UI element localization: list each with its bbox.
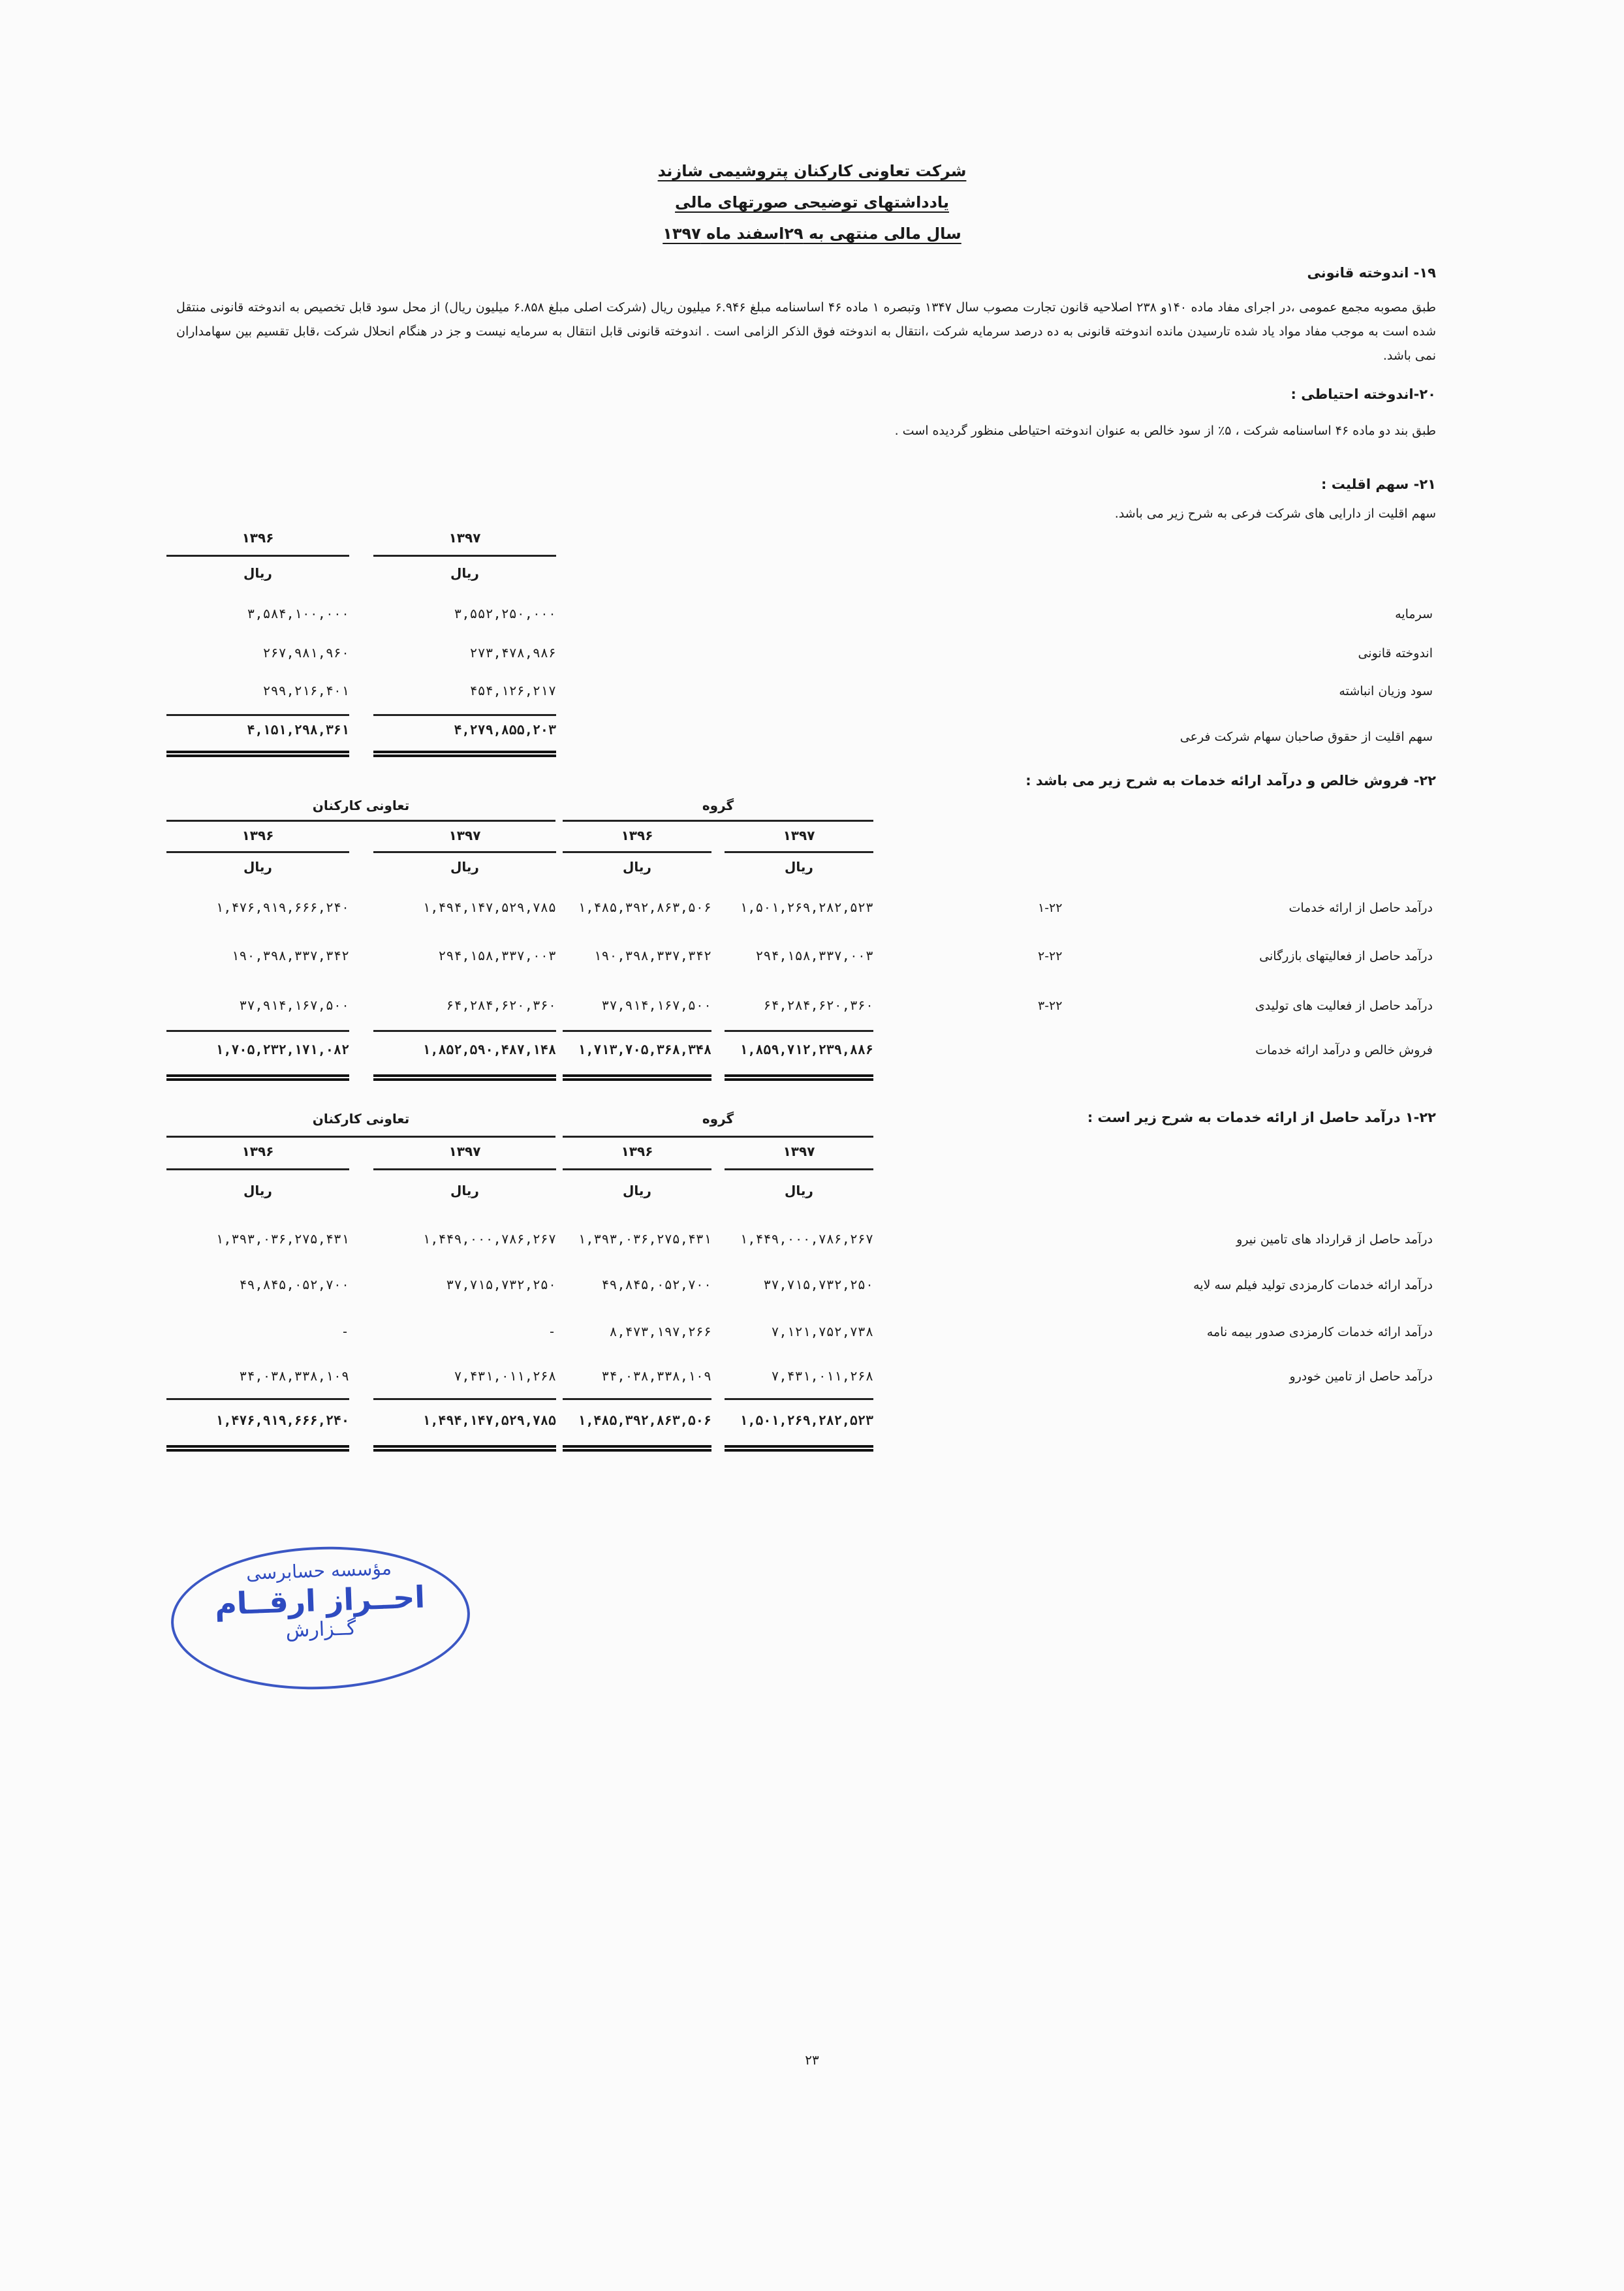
note22-title: ۲۲- فروش خالص و درآمد ارائه خدمات به شرح زیر می باشد : <box>1025 773 1436 788</box>
note20-text: طبق بند دو ماده ۴۶ اساسنامه شرکت ، ۵٪ از سود خالص به عنوان اندوخته احتیاطی منظور گردیده است . <box>894 424 1436 438</box>
note21-total: ۴,۲۷۹,۸۵۵,۲۰۳ <box>454 722 556 738</box>
note21-value: ۲۹۹,۲۱۶,۴۰۱ <box>262 683 349 698</box>
company-title: شرکت تعاونی کارکنان پتروشیمی شازند <box>657 162 967 180</box>
year-header: ۱۳۹۷ <box>783 828 815 843</box>
note22-value: ۱,۴۸۵,۳۹۲,۸۶۳,۵۰۶ <box>578 899 711 915</box>
note22-1-total: ۱,۵۰۱,۲۶۹,۲۸۲,۵۲۳ <box>740 1412 873 1428</box>
unit-label: ریال <box>623 1183 651 1198</box>
note22-value: ۱۹۰,۳۹۸,۳۳۷,۳۴۲ <box>593 948 711 963</box>
note22-1-total: ۱,۴۸۵,۳۹۲,۸۶۳,۵۰۶ <box>578 1412 711 1428</box>
note22-1-total: ۱,۴۹۴,۱۴۷,۵۲۹,۷۸۵ <box>422 1412 556 1428</box>
note22-1-title: ۱-۲۲ درآمد حاصل از ارائه خدمات به شرح زیر است : <box>1087 1110 1436 1125</box>
stamp-line-1: مؤسسه حسابرسی <box>245 1557 392 1584</box>
divider <box>725 1398 873 1400</box>
note22-1-row-label: درآمد ارائه خدمات کارمزدی تولید فیلم سه لایه <box>1193 1278 1433 1292</box>
unit-label: ریال <box>785 859 813 875</box>
note22-1-total: ۱,۴۷۶,۹۱۹,۶۶۶,۲۴۰ <box>215 1412 349 1428</box>
note22-1-value: ۷,۴۳۱,۰۱۱,۲۶۸ <box>771 1368 873 1384</box>
note22-1-row-label: درآمد حاصل از تامین خودرو <box>1289 1369 1433 1384</box>
year-header: ۱۳۹۷ <box>448 1144 481 1159</box>
unit-label: ریال <box>243 1183 272 1198</box>
divider <box>725 851 873 853</box>
divider <box>725 1030 873 1032</box>
double-rule <box>725 1445 873 1452</box>
note22-1-value: ۳۴,۰۳۸,۳۳۸,۱۰۹ <box>601 1368 711 1384</box>
note22-total: ۱,۷۰۵,۲۳۲,۱۷۱,۰۸۲ <box>215 1042 349 1057</box>
note21-value: ۳,۵۵۲,۲۵۰,۰۰۰ <box>454 606 556 621</box>
note21-value: ۳,۵۸۴,۱۰۰,۰۰۰ <box>247 606 349 621</box>
double-rule <box>373 751 556 757</box>
double-rule <box>563 1074 711 1081</box>
note-ref: ۲-۲۲ <box>1038 949 1063 963</box>
divider <box>563 851 711 853</box>
unit-label: ریال <box>785 1183 813 1198</box>
unit-label: ریال <box>450 859 479 875</box>
divider <box>373 1398 556 1400</box>
note22-1-value: ۴۹,۸۴۵,۰۵۲,۷۰۰ <box>601 1277 711 1292</box>
note22-value: ۱,۴۹۴,۱۴۷,۵۲۹,۷۸۵ <box>422 899 556 915</box>
double-rule <box>725 1074 873 1081</box>
note22-value: ۶۴,۲۸۴,۶۲۰,۳۶۰ <box>446 997 556 1013</box>
note22-value: ۶۴,۲۸۴,۶۲۰,۳۶۰ <box>763 997 873 1013</box>
auditor-stamp <box>168 1542 472 1694</box>
double-rule <box>166 751 349 757</box>
year-header: ۱۳۹۶ <box>242 828 274 843</box>
group-header: گروه <box>702 1111 734 1127</box>
divider <box>373 851 556 853</box>
unit-label: ریال <box>243 859 272 875</box>
double-rule <box>563 1445 711 1452</box>
note22-row-label: درآمد حاصل از فعالیتهای بازرگانی <box>1259 949 1433 963</box>
year-header: ۱۳۹۷ <box>783 1144 815 1159</box>
divider <box>563 1030 711 1032</box>
note22-1-row-label: درآمد حاصل از قرارداد های تامین نیرو <box>1236 1232 1433 1247</box>
note19-title: ۱۹- اندوخته قانونی <box>1307 265 1436 281</box>
divider <box>373 555 556 557</box>
note22-1-value: ۴۹,۸۴۵,۰۵۲,۷۰۰ <box>239 1277 349 1292</box>
note22-total: ۱,۷۱۳,۷۰۵,۳۶۸,۳۴۸ <box>578 1042 711 1057</box>
double-rule <box>373 1445 556 1452</box>
notes-subtitle: یادداشتهای توضیحی صورتهای مالی <box>675 193 949 211</box>
note21-value: ۲۶۷,۹۸۱,۹۶۰ <box>262 645 349 661</box>
note21-total: ۴,۱۵۱,۲۹۸,۳۶۱ <box>247 722 349 738</box>
note22-1-value: ۱,۳۹۳,۰۳۶,۲۷۵,۴۳۱ <box>215 1231 349 1247</box>
unit-label: ریال <box>450 565 479 581</box>
double-rule <box>166 1445 349 1452</box>
divider <box>166 820 555 822</box>
divider <box>725 1168 873 1170</box>
note22-1-value: ۳۷,۷۱۵,۷۳۲,۲۵۰ <box>763 1277 873 1292</box>
coop-header: تعاونی کارکنان <box>312 1111 410 1127</box>
note22-value: ۲۹۴,۱۵۸,۳۳۷,۰۰۳ <box>438 948 556 963</box>
coop-header: تعاونی کارکنان <box>312 798 410 813</box>
unit-label: ریال <box>243 565 272 581</box>
note21-intro: سهم اقلیت از دارایی های شرکت فرعی به شرح زیر می باشد. <box>1114 507 1436 521</box>
stamp-line-2: احــراز ارقــام <box>214 1579 426 1622</box>
note21-title: ۲۱- سهم اقلیت : <box>1321 476 1436 492</box>
divider <box>373 1168 556 1170</box>
note22-value: ۲۹۴,۱۵۸,۳۳۷,۰۰۳ <box>755 948 873 963</box>
note21-year-1397: ۱۳۹۷ <box>448 530 481 546</box>
note22-1-value: ۱,۳۹۳,۰۳۶,۲۷۵,۴۳۱ <box>578 1231 711 1247</box>
note22-1-value: ۷,۴۳۱,۰۱۱,۲۶۸ <box>454 1368 556 1384</box>
unit-label: ریال <box>450 1183 479 1198</box>
note22-row-label: درآمد حاصل از فعالیت های تولیدی <box>1255 999 1433 1013</box>
note22-value: ۳۷,۹۱۴,۱۶۷,۵۰۰ <box>239 997 349 1013</box>
note21-value: ۲۷۳,۴۷۸,۹۸۶ <box>469 645 556 661</box>
note22-value: ۱۹۰,۳۹۸,۳۳۷,۳۴۲ <box>231 948 349 963</box>
divider <box>166 1136 555 1138</box>
note22-row-label: درآمد حاصل از ارائه خدمات <box>1288 901 1433 915</box>
note21-year-1396: ۱۳۹۶ <box>242 530 274 546</box>
note22-1-value: ۷,۱۲۱,۷۵۲,۷۳۸ <box>771 1324 873 1339</box>
note22-1-row-label: درآمد ارائه خدمات کارمزدی صدور بیمه نامه <box>1206 1325 1433 1339</box>
note20-title: ۲۰-اندوخته احتیاطی : <box>1290 386 1436 402</box>
note19-text: طبق مصوبه مجمع عمومی ،در اجرای مفاد ماده ۱۴۰و ۲۳۸ اصلاحیه قانون تجارت مصوب سال ۱۳۴۷ وتبصره ۱ ماده ۴۶ اساسنامه مبلغ ۶.۹۴۶ میلیون ریال (شرکت اصلی مبلغ ۶.۸۵۸ میلیون ریال) از محل سود قابل تخصیص به اندوخته قانونی منتقل شده است به موجب مفاد مواد یاد شده تارسیدن مانده اندوخته قانونی به ده درصد سرمایه شرکت ،انتقال به اندوخته فوق الذکر الزامی است . اندوخته قانونی قابل انتقال به سرمایه نیست و جز در هنگام انحلال شرکت ،قابل تقسیم بین سهامداران نمی باشد. <box>176 300 1436 363</box>
year-header: ۱۳۹۶ <box>621 828 653 843</box>
note21-value: ۴۵۴,۱۲۶,۲۱۷ <box>469 683 556 698</box>
double-rule <box>373 1074 556 1081</box>
note22-1-value: - <box>548 1324 556 1339</box>
note22-total: ۱,۸۵۹,۷۱۲,۲۳۹,۸۸۶ <box>740 1042 873 1057</box>
note-ref: ۱-۲۲ <box>1038 901 1063 915</box>
divider <box>563 820 873 822</box>
note21-row-label: اندوخته قانونی <box>1358 646 1433 661</box>
divider <box>563 1168 711 1170</box>
period-title: سال مالی منتهی به ۲۹اسفند ماه ۱۳۹۷ <box>663 225 961 243</box>
note-ref: ۳-۲۲ <box>1038 999 1063 1013</box>
year-header: ۱۳۹۶ <box>621 1144 653 1159</box>
divider <box>166 714 349 716</box>
year-header: ۱۳۹۶ <box>242 1144 274 1159</box>
divider <box>373 1030 556 1032</box>
note22-1-value: ۸,۴۷۳,۱۹۷,۲۶۶ <box>609 1324 711 1339</box>
note22-total-label: فروش خالص و درآمد ارائه خدمات <box>1255 1043 1433 1057</box>
page-number: ۲۳ <box>805 2052 819 2068</box>
note22-1-value: ۳۷,۷۱۵,۷۳۲,۲۵۰ <box>446 1277 556 1292</box>
divider <box>166 851 349 853</box>
divider <box>563 1398 711 1400</box>
note22-1-value: - <box>341 1324 349 1339</box>
divider <box>166 1398 349 1400</box>
note22-total: ۱,۸۵۲,۵۹۰,۴۸۷,۱۴۸ <box>422 1042 556 1057</box>
note22-value: ۱,۴۷۶,۹۱۹,۶۶۶,۲۴۰ <box>215 899 349 915</box>
double-rule <box>166 1074 349 1081</box>
stamp-line-3: گــزارش <box>285 1617 357 1642</box>
group-header: گروه <box>702 798 734 813</box>
note22-value: ۱,۵۰۱,۲۶۹,۲۸۲,۵۲۳ <box>740 899 873 915</box>
divider <box>166 555 349 557</box>
note21-total-label: سهم اقلیت از حقوق صاحبان سهام شرکت فرعی <box>1179 730 1433 744</box>
note22-1-value: ۳۴,۰۳۸,۳۳۸,۱۰۹ <box>239 1368 349 1384</box>
divider <box>166 1030 349 1032</box>
year-header: ۱۳۹۷ <box>448 828 481 843</box>
note22-value: ۳۷,۹۱۴,۱۶۷,۵۰۰ <box>601 997 711 1013</box>
unit-label: ریال <box>623 859 651 875</box>
divider <box>563 1136 873 1138</box>
note21-row-label: سود وزیان انباشته <box>1339 684 1433 698</box>
divider <box>166 1168 349 1170</box>
note21-row-label: سرمایه <box>1395 607 1433 621</box>
divider <box>373 714 556 716</box>
note22-1-value: ۱,۴۴۹,۰۰۰,۷۸۶,۲۶۷ <box>422 1231 556 1247</box>
note22-1-value: ۱,۴۴۹,۰۰۰,۷۸۶,۲۶۷ <box>740 1231 873 1247</box>
